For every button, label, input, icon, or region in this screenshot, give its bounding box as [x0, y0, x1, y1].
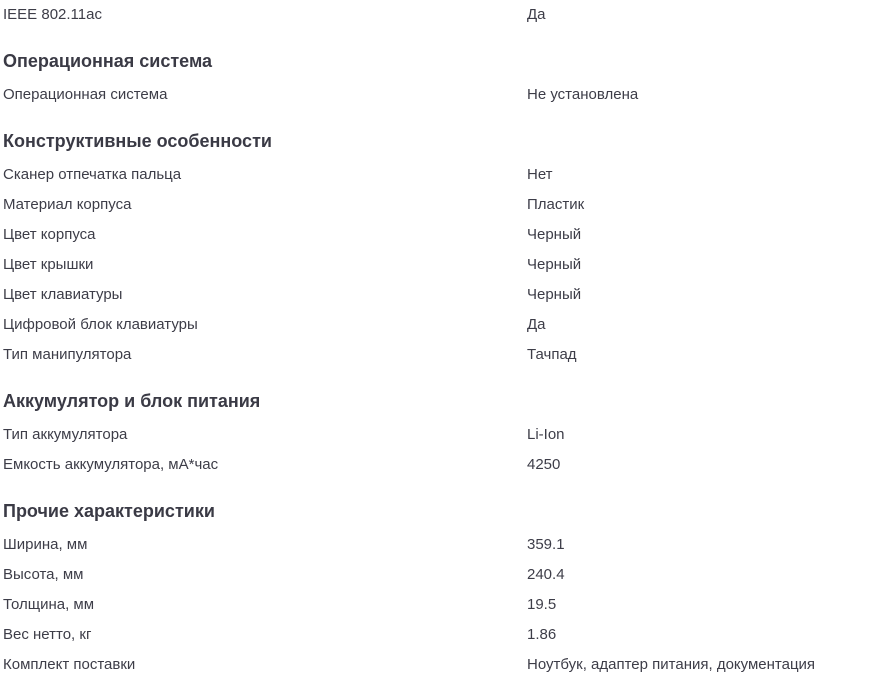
spec-value: Черный	[527, 226, 582, 243]
spec-row-battery-capacity	[3, 450, 883, 480]
spec-label: IEEE 802.11ac	[3, 6, 102, 23]
spec-row-lid-color	[3, 250, 883, 280]
spec-label: Цифровой блок клавиатуры	[3, 316, 198, 333]
spec-label: Цвет корпуса	[3, 226, 96, 243]
spec-label: Сканер отпечатка пальца	[3, 166, 182, 183]
spec-value: 240.4	[527, 566, 565, 583]
spec-label: Цвет крышки	[3, 256, 94, 273]
spec-label: Операционная система	[3, 86, 168, 103]
spec-row-body-material	[3, 190, 883, 220]
spec-label: Емкость аккумулятора, мА*час	[3, 456, 219, 473]
spec-label: Материал корпуса	[3, 196, 132, 213]
spec-value: Li-Ion	[527, 426, 565, 443]
spec-value: Черный	[527, 286, 582, 303]
section-title-battery: Аккумулятор и блок питания	[3, 391, 261, 411]
spec-value: 1.86	[527, 626, 557, 643]
spec-value: Тачпад	[527, 346, 577, 363]
spec-label: Тип манипулятора	[3, 346, 132, 363]
spec-row-height	[3, 560, 883, 590]
spec-label: Тип аккумулятора	[3, 426, 128, 443]
spec-row-weight	[3, 620, 883, 650]
spec-label: Ширина, мм	[3, 536, 88, 553]
spec-value: 19.5	[527, 596, 557, 613]
section-title-os: Операционная система	[3, 51, 213, 71]
spec-value: Да	[527, 316, 546, 333]
spec-label: Высота, мм	[3, 566, 84, 583]
spec-value: 4250	[527, 456, 561, 473]
spec-row-keyboard-color	[3, 280, 883, 310]
spec-label: Цвет клавиатуры	[3, 286, 123, 303]
spec-row-width	[3, 530, 883, 560]
spec-value: Да	[527, 6, 546, 23]
spec-value: Не установлена	[527, 86, 639, 103]
spec-value: Пластик	[527, 196, 585, 213]
section-title-design: Конструктивные особенности	[3, 131, 272, 151]
spec-row-thickness	[3, 590, 883, 620]
spec-value: Нет	[527, 166, 553, 183]
spec-row-pointing-device	[3, 340, 883, 370]
spec-label: Комплект поставки	[3, 656, 136, 673]
spec-row-body-color	[3, 220, 883, 250]
spec-row-package	[3, 650, 883, 680]
spec-row-os	[3, 80, 883, 110]
spec-label: Вес нетто, кг	[3, 626, 92, 643]
spec-row-battery-type	[3, 420, 883, 450]
spec-value: 359.1	[527, 536, 565, 553]
section-title-other: Прочие характеристики	[3, 501, 215, 521]
spec-row-fingerprint	[3, 160, 883, 190]
spec-value: Черный	[527, 256, 582, 273]
spec-row-wifi-ac	[3, 0, 883, 30]
spec-row-numpad	[3, 310, 883, 340]
spec-value: Ноутбук, адаптер питания, документация	[527, 656, 816, 673]
spec-label: Толщина, мм	[3, 596, 95, 613]
